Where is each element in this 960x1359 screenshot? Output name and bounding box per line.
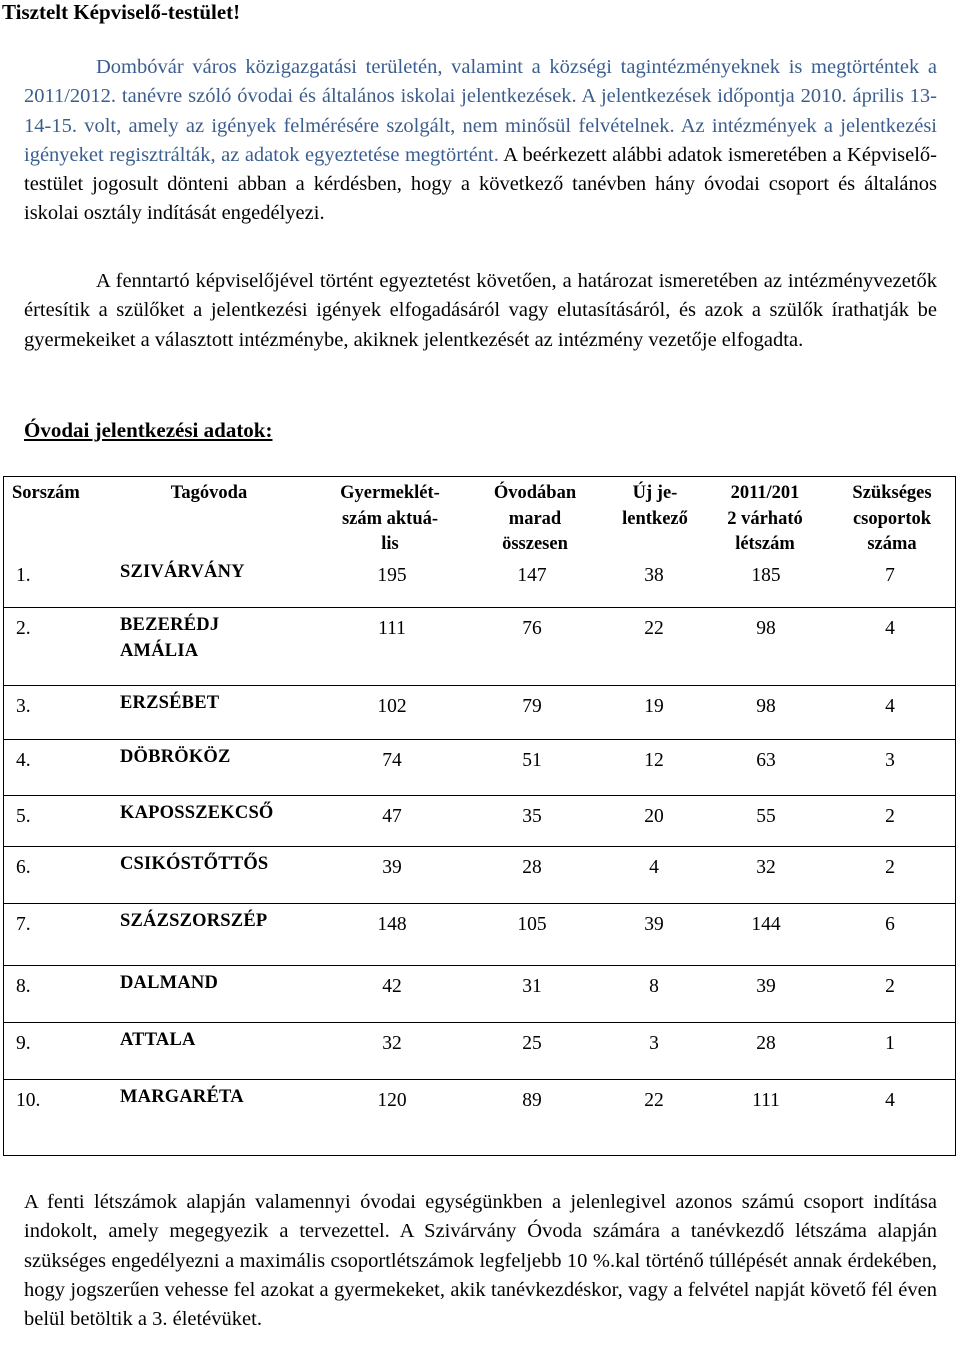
table-cell: 7 — [885, 565, 895, 586]
table-cell: 2. — [16, 618, 31, 639]
table-cell: 4. — [16, 750, 31, 771]
table-header-cell: Új je- lentkező — [622, 483, 688, 529]
table-header-cell: Tagóvoda — [170, 483, 248, 503]
table-cell: 148 — [377, 914, 407, 935]
table-cell: 38 — [644, 565, 664, 586]
table-header-cell: 2011/201 2 várható létszám — [727, 483, 803, 554]
table-cell: 79 — [522, 696, 542, 717]
table-cell: 4 — [885, 696, 895, 717]
second-paragraph: A fenntartó képviselőjével történt egyeztetést követően, a határozat ismeretében az intézményvezetők értesítik a szülőket a jelentkezési igények elfogadásáról vagy elutasításáról, és azok a szülők írathatják be gyermekeiket a választott intézménybe, akiknek jelentkezését az intézmény vezetője elfogadta. — [24, 270, 937, 351]
table-cell: 42 — [382, 976, 402, 997]
kindergarten-name: CSIKÓSTŐTTŐS — [120, 854, 269, 874]
table-cell: 147 — [517, 565, 547, 586]
table-row — [4, 796, 955, 847]
table-cell: 89 — [522, 1090, 542, 1111]
closing-paragraph: A fenti létszámok alapján valamennyi óvodai egységünkben a jelenlegivel azonos számú csoport indítása indokolt, amely megegyezik a tervezettel. A Szivárvány Óvoda számára a tanévkezdő létszáma alapján szükséges engedélyezni a maximális csoportlétszámok legfeljebb 10 %.kal történő túllépését annak érdekében, hogy jogszerűen vehesse fel azokat a gyermekeket, akik tanévkezdéskor, vagy a felvétel napját követő fél éven belül betöltik a 3. életévüket. — [24, 1191, 937, 1331]
table-cell: 32 — [382, 1033, 402, 1054]
kindergarten-table — [3, 476, 956, 1156]
table-cell: 25 — [522, 1033, 542, 1054]
table-cell: 98 — [756, 618, 776, 639]
table-cell: 4 — [885, 618, 895, 639]
table-cell: 76 — [522, 618, 542, 639]
table-cell: 19 — [644, 696, 664, 717]
table-row — [4, 904, 955, 966]
kindergarten-name: BEZERÉDJ AMÁLIA — [120, 615, 220, 661]
table-cell: 9. — [16, 1033, 31, 1054]
kindergarten-name: DÖBRÖKÖZ — [120, 747, 231, 767]
table-row — [4, 686, 955, 740]
table-cell: 32 — [756, 857, 776, 878]
table-cell: 39 — [756, 976, 776, 997]
table-cell: 102 — [377, 696, 407, 717]
table-cell: 195 — [377, 565, 407, 586]
table-header-cell: Szükséges csoportok száma — [852, 483, 932, 554]
table-cell: 31 — [522, 976, 542, 997]
table-cell: 22 — [644, 618, 664, 639]
intro-paragraph-part2: A beérkezett alábbi adatok ismeretében a Képviselő-testület jogosult dönteni abban a kérdésben, hogy a következő tanévben hány óvodai csoport és általános iskolai osztály indítását engedélyezi. — [24, 143, 937, 225]
table-cell: 3 — [649, 1033, 659, 1054]
section-title: Óvodai jelentkezési adatok: — [24, 418, 273, 442]
table-cell: 63 — [756, 750, 776, 771]
table-cell: 8 — [649, 976, 659, 997]
table-header-cell: Sorszám — [12, 483, 80, 503]
table-cell: 7. — [16, 914, 31, 935]
table-cell: 111 — [378, 618, 406, 639]
page-title: Tisztelt Képviselő-testület! — [2, 0, 241, 24]
table-cell: 111 — [752, 1090, 780, 1111]
table-cell: 6. — [16, 857, 31, 878]
table-cell: 4 — [649, 857, 659, 878]
table-cell: 5. — [16, 806, 31, 827]
kindergarten-name: KAPOSSZEKCSŐ — [120, 803, 274, 823]
table-cell: 28 — [522, 857, 542, 878]
table-cell: 8. — [16, 976, 31, 997]
table-cell: 1 — [885, 1033, 895, 1054]
table-cell: 4 — [885, 1090, 895, 1111]
table-header-cell: Óvodában marad összesen — [493, 483, 577, 554]
table-cell: 2 — [885, 806, 895, 827]
table-row — [4, 608, 955, 686]
kindergarten-name: ERZSÉBET — [120, 693, 220, 713]
table-cell: 28 — [756, 1033, 776, 1054]
kindergarten-name: DALMAND — [120, 973, 219, 993]
table-cell: 3. — [16, 696, 31, 717]
table-cell: 47 — [382, 806, 402, 827]
table-cell: 6 — [885, 914, 895, 935]
table-cell: 39 — [382, 857, 402, 878]
table-cell: 3 — [885, 750, 895, 771]
table-cell: 98 — [756, 696, 776, 717]
table-row — [4, 1023, 955, 1080]
kindergarten-name: SZÁZSZORSZÉP — [120, 911, 268, 931]
table-cell: 2 — [885, 976, 895, 997]
table-cell: 185 — [751, 565, 781, 586]
table-cell: 39 — [644, 914, 664, 935]
intro-paragraph-part1: Dombóvár város közigazgatási területén, valamint a községi tagintézményeknek is megtörténtek a 2011/2012. tanévre szóló óvodai és általános iskolai jelentkezések. A jelentkezések időpontja 2010. április 13-14-15. volt, amely az igények felmérésére szolgált, nem minősül felvételnek. Az intézmények a jelentkezési igényeket regisztrálták, az adatok egyeztetése megtörtént. — [24, 56, 937, 166]
table-cell: 105 — [517, 914, 547, 935]
table-cell: 51 — [522, 750, 542, 771]
kindergarten-name: SZIVÁRVÁNY — [120, 562, 245, 582]
intro-paragraph — [24, 53, 937, 229]
table-row — [4, 966, 955, 1023]
table-cell: 22 — [644, 1090, 664, 1111]
table-cell: 74 — [382, 750, 402, 771]
table-cell: 2 — [885, 857, 895, 878]
table-row — [4, 1080, 955, 1156]
table-header-cell: Gyermeklét- szám aktuá- lis — [340, 483, 440, 554]
table-row — [4, 555, 955, 608]
table-cell: 144 — [751, 914, 781, 935]
table-cell: 12 — [644, 750, 664, 771]
table-cell: 20 — [644, 806, 664, 827]
kindergarten-name: MARGARÉTA — [120, 1087, 244, 1107]
table-cell: 120 — [377, 1090, 407, 1111]
kindergarten-name: ATTALA — [120, 1030, 196, 1050]
table-row — [4, 740, 955, 796]
table-row — [4, 847, 955, 904]
table-cell: 35 — [522, 806, 542, 827]
table-cell: 1. — [16, 565, 31, 586]
table-cell: 10. — [16, 1090, 41, 1111]
table-cell: 55 — [756, 806, 776, 827]
